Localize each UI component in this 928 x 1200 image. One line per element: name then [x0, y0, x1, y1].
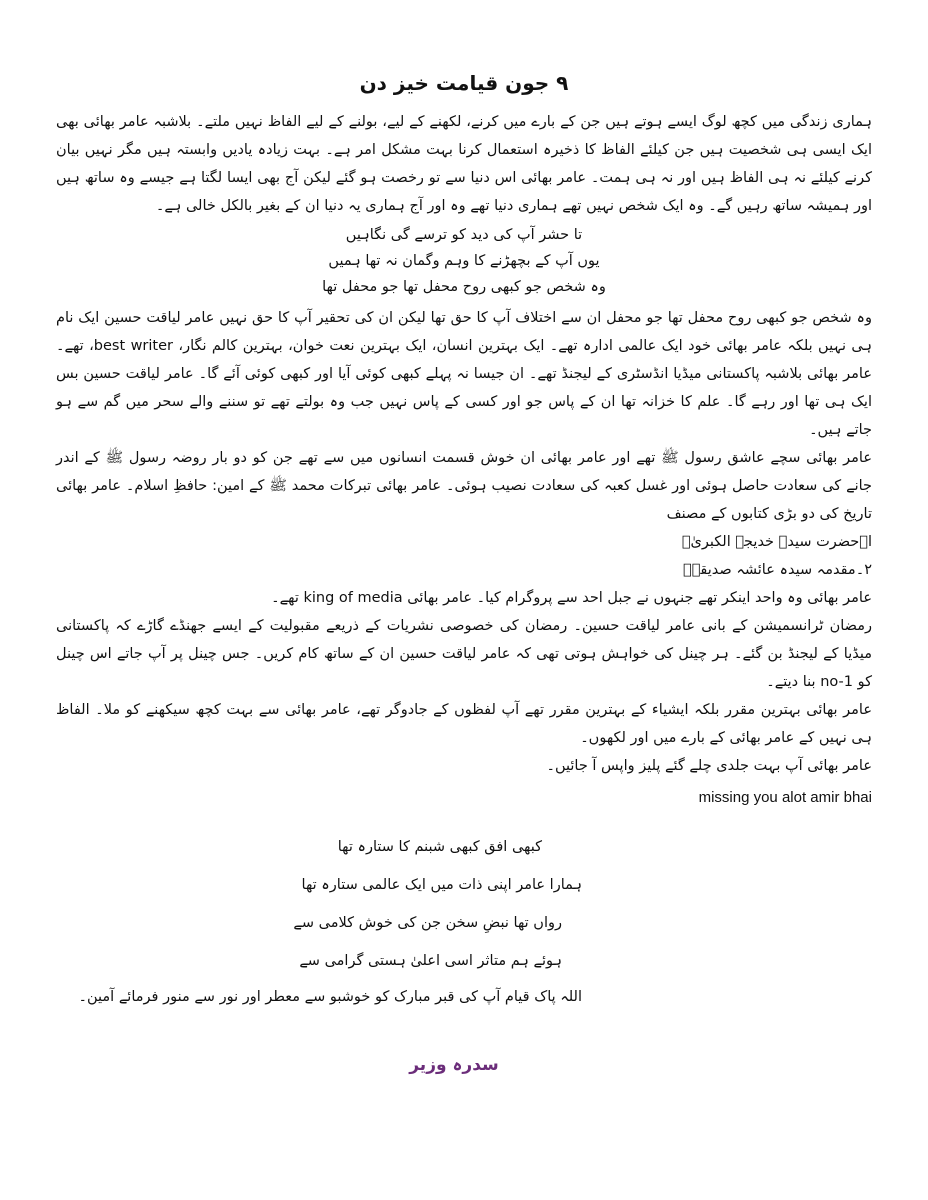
english-line: missing you alot amir bhai — [698, 789, 872, 806]
paragraph-personality: وہ شخص جو کبھی روح محفل تھا جو محفل ان سے اختلاف آپ کا حق تھا لیکن ان کی تحقیر آپ کا حق نہیں عامر لیاقت حسین ایک نام ہی نہیں بلکہ عامر بھائی خود ایک عالمی ادارہ تھے۔ ایک بہترین انسان، ایک بہترین نعت خوان، بہترین کالم نگار، best writer، تھے۔ عامر بھائی بلاشبہ پاکستانی میڈیا انڈسٹری کے لیجنڈ تھے۔ ان جیسا نہ پہلے کبھی کوئی آیا اور کبھی کوئی آئے گا۔ عامر لیاقت حسین بس ایک ہی تھا اور رہے گا۔ علم کا خزانہ تھا ان کے پاس جو اور کسی کے پاس نہیں جب وہ بولتے تھے تو سننے والے سحر میں گم سے ہو جاتے ہیں۔ — [56, 310, 872, 438]
document-page — [56, 60, 872, 1160]
verse-line: وہ شخص جو کبھی روح محفل تھا جو محفل تھا — [322, 279, 606, 295]
paragraph-king-of-media: عامر بھائی وہ واحد اینکر تھے جنہوں نے جبل احد سے پروگرام کیا۔ عامر بھائی king of media تھے۔ — [271, 590, 872, 606]
paragraph-come-back: عامر بھائی آپ بہت جلدی چلے گئے پلیز واپس آ جائیں۔ — [546, 758, 872, 774]
paragraph-orator: عامر بھائی بہترین مقرر بلکہ ایشیاء کے بہترین مقرر تھے آپ لفظوں کے جادوگر تھے، عامر بھائی سے بہت کچھ سیکھنے کو ملا۔ الفاظ ہی نہیں کے عامر بھائی کے بارے میں اور لکھوں۔ — [56, 702, 872, 746]
poem-line: رواں تھا نبضِ سخن جن کی خوش کلامی سے — [293, 915, 562, 931]
poem-line: کبھی افق کبھی شبنم کا ستارہ تھا — [337, 839, 542, 855]
poem-block — [56, 828, 872, 980]
poem-line: ہوئے ہم متاثر اسی اعلیٰ ہستی گرامی سے — [299, 953, 562, 969]
page-title: ۹ جون قیامت خیز دن — [359, 71, 569, 95]
verse-line: تا حشر آپ کی دید کو ترسے گی نگاہیں — [345, 227, 583, 243]
paragraph-ramadan: رمضان ٹرانسمیشن کے بانی عامر لیاقت حسین۔ رمضان کی خصوصی نشریات کے ذریعے مقبولیت کے ایسے جھنڈے گاڑے کہ پاکستانی میڈیا کے لیجنڈ بن گئے۔ ہر چینل کی خواہش ہوتی تھی کہ عامر لیاقت حسین ان کے ساتھ کام کریں۔ جس چینل پر آپ جاتے اس چینل کو no-1 بنا دیتے۔ — [56, 618, 872, 690]
verse-line: یوں آپ کے بچھڑنے کا وہم وگمان نہ تھا ہمیں — [328, 253, 600, 269]
poem-line: ہمارا عامر اپنی ذات میں ایک عالمی ستارہ تھا — [301, 877, 582, 893]
closing-prayer: اللہ پاک قیام آپ کی قبر مبارک کو خوشبو سے معطر اور نور سے منور فرمائے آمین۔ — [78, 989, 582, 1005]
paragraph-devotion: عامر بھائی سچے عاشق رسول ﷺ تھے اور عامر بھائی ان خوش قسمت انسانوں میں سے تھے جن کو دو بار روضہ رسول ﷺ کے اندر جانے کی سعادت حاصل ہوئی اور غسل کعبہ کی سعادت نصیب ہوئی۔ عامر بھائی تبرکات محمد ﷺ کے امین: حافظِ اسلام۔ عامر بھائی تاریخ کی دو بڑی کتابوں کے مصنف — [56, 450, 872, 522]
verse-block-1 — [56, 222, 872, 300]
author-signature: سدرہ وزیر — [409, 1055, 499, 1075]
book-list-item: ۲۔مقدمہ سیدہ عائشہ صدیقہؓ — [683, 562, 872, 578]
paragraph-intro: ہماری زندگی میں کچھ لوگ ایسے ہوتے ہیں جن کے بارے میں کرنے، لکھنے کے لیے، بولنے کے لیے الفاظ نہیں ملتے۔ بلاشبہ عامر بھائی بھی ایک ایسی ہی شخصیت ہیں جن کیلئے الفاظ کا ذخیرہ استعمال کرنا بہت مشکل امر ہے۔ بہت زیادہ یادیں وابستہ ہیں مگر نہیں بیان کرنے کیلئے نہ ہی الفاظ ہیں اور نہ ہی ہمت۔ عامر بھائی اس دنیا سے تو رخصت ہو گئے لیکن آج بھی ایسا لگتا ہے جیسے وہ ساتھ ہیں اور ہمیشہ ساتھ رہیں گے۔ وہ ایک شخص نہیں تھے ہماری دنیا تھے وہ اور آج ہماری یہ دنیا ان کے بغیر بالکل خالی ہے۔ — [56, 114, 872, 214]
book-list-item: ا۔حضرت سیدہ خدیجۃ الکبریٰؓ — [681, 534, 872, 550]
